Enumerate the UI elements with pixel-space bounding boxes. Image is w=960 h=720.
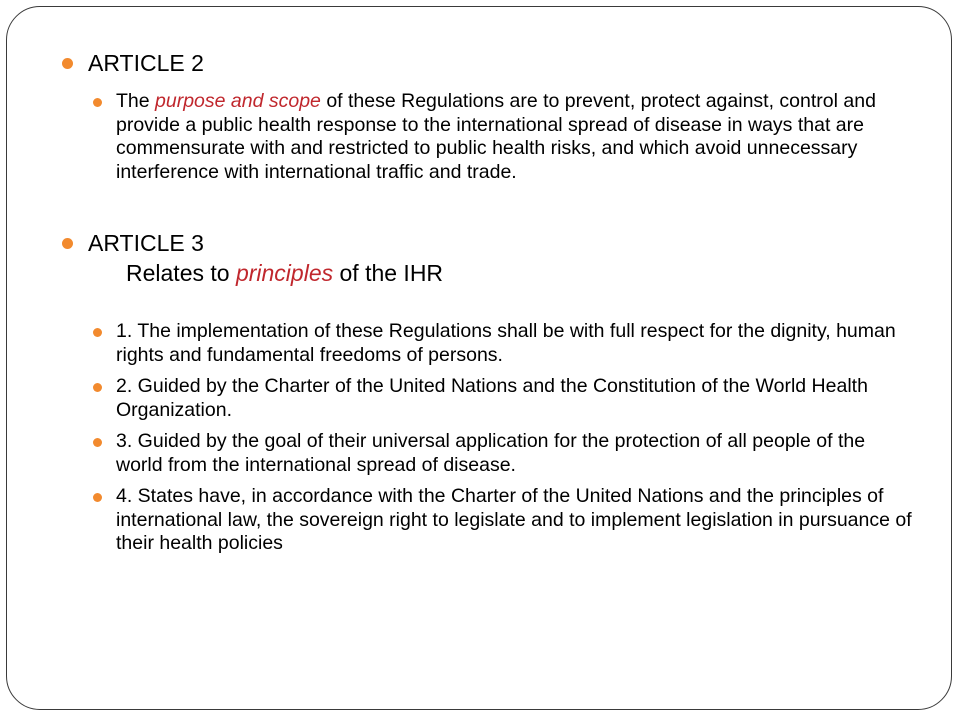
article-2-text-before: The [116, 90, 156, 112]
subheading-before: Relates to [126, 260, 236, 286]
principle-text-2: 2. Guided by the Charter of the United Nations and the Constitution of the World Health Organization. [116, 375, 868, 421]
bullet-icon [62, 238, 73, 249]
principle-item-3 [62, 430, 912, 477]
purpose-and-scope-emphasis: purpose and scope [155, 90, 321, 112]
principle-text-4: 4. States have, in accordance with the Charter of the United Nations and the principles of international law, the sovereign right to legislate and to implement legislation in pursuance of their health policies [116, 485, 912, 554]
bullet-icon [93, 438, 102, 447]
principle-item-4 [62, 485, 912, 556]
subheading-after: of the IHR [333, 260, 444, 286]
principle-item-1 [62, 320, 912, 367]
bullet-icon [93, 98, 102, 107]
principle-text-1: 1. The implementation of these Regulations shall be with full respect for the dignity, human rights and fundamental freedoms of persons. [116, 320, 896, 366]
bullet-icon [93, 493, 102, 502]
article-3-subheading [62, 258, 912, 288]
principle-text-3: 3. Guided by the goal of their universal application for the protection of all people of the world from the international spread of disease. [116, 430, 866, 476]
article-2-paragraph [62, 90, 912, 184]
article-2-heading: ARTICLE 2 [88, 50, 204, 76]
slide-content [62, 48, 912, 556]
article-3 [62, 228, 912, 556]
bullet-icon [62, 58, 73, 69]
article-2 [62, 48, 912, 184]
principle-item-2 [62, 375, 912, 422]
article-2-text-after: of these Regulations are to prevent, protect against, control and provide a public health response to the international spread of disease in ways that are commensurate with and restricted to public health risks, and which avoid unnecessary interference with international traffic and trade. [116, 90, 876, 183]
article-3-heading: ARTICLE 3 [88, 230, 204, 256]
principles-emphasis: principles [235, 260, 334, 286]
bullet-icon [93, 328, 102, 337]
bullet-icon [93, 383, 102, 392]
